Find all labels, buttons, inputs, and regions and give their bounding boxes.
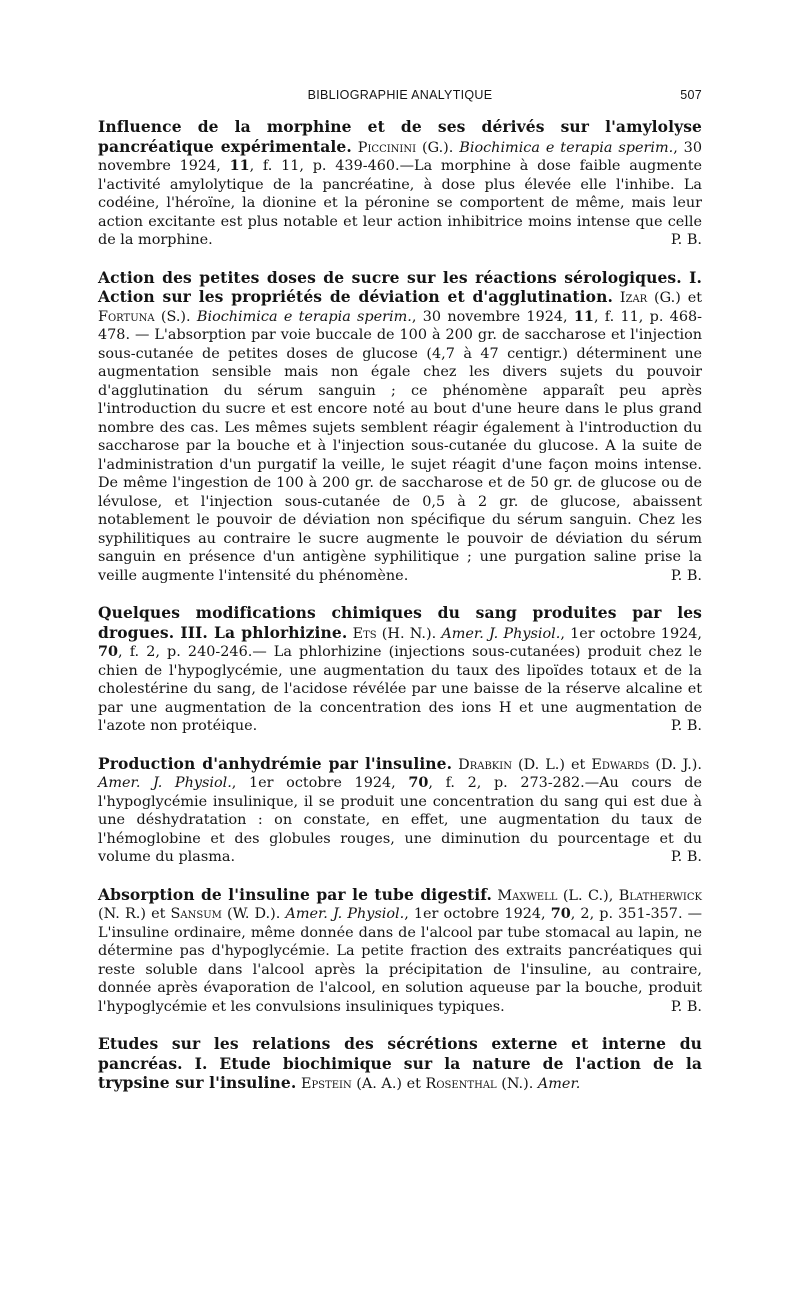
entry-volume: 70 <box>98 643 119 660</box>
entry-authors: Maxwell (L. C.), Blatherwick (N. R.) <box>98 887 702 922</box>
bibliography-entry <box>98 269 702 586</box>
bibliography-entry <box>98 886 702 1017</box>
entry-title: Production d'anhydrémie par l'insuline. <box>98 753 453 773</box>
page-number: 507 <box>680 88 702 102</box>
entry-title: Action des petites doses de sucre sur les réactions sérologiques. I. Action sur les propriétés de déviation et d'agglutination. <box>98 267 702 306</box>
entry-title: Influence de la morphine et de ses dérivés sur l'amylolyse pancréatique expérimentale. <box>98 117 702 156</box>
entry-authors-2: Rosenthal (N.). <box>425 1076 534 1092</box>
entry-author-connector: et <box>571 756 586 773</box>
entry-body: —Au cours de l'hypoglycémie insulinique, il se produit une concentration du sang qui est due à une déshydratation : on constate, en effet, une augmentation du taux de l'hémoglobine et des globules rouges, une diminution du pourcentage et du volume du plasma. <box>98 775 703 865</box>
bibliography-entry <box>98 604 702 736</box>
entry-body: — L'insuline ordinaire, même donnée dans de l'alcool par tube stomacal au lapin, ne détermine pas d'hypoglycémie. La petite fraction des extraits pancréatiques qui reste soluble dans l'alcool après la précipitation de l'insuline, au contraire, donnée après évaporation de l'alcool, en solution aqueuse par la bouche, produit l'hypoglycémie et les convulsions insuliniques typiques. <box>98 906 703 1015</box>
entry-title: Quelques modifications chimiques du sang produites par les drogues. III. La phlorhizine. <box>98 603 702 642</box>
entry-journal: Amer. J. Physiol. <box>98 775 232 791</box>
entry-reference: , 1er octobre 1924, <box>560 625 702 642</box>
entry-journal: Amer. J. Physiol. <box>285 906 405 922</box>
entry-journal: Amer. J. Physiol. <box>441 625 561 642</box>
entry-authors: Izar (G.) <box>619 290 681 306</box>
entry-reference: , 30 novembre 1924, <box>411 308 568 325</box>
entry-reference: , 30 novembre 1924, <box>98 139 702 174</box>
entry-authors: Drabkin (D. L.) <box>458 756 565 773</box>
entry-author-connector: et <box>406 1076 421 1092</box>
entry-reference-pages: , 2, p. 351-357. <box>570 906 683 922</box>
entry-title: Absorption de l'insuline par le tube digestif. <box>98 884 492 904</box>
bibliography-entry <box>98 118 702 250</box>
entry-reference-pages: , f. 11, p. 439-460. <box>249 158 400 174</box>
entry-volume: 70 <box>550 905 571 922</box>
entry-signature: P. B. <box>670 718 702 734</box>
entry-reference: , 1er octobre 1924, <box>404 906 546 922</box>
running-head <box>98 86 702 108</box>
entry-signature: P. B. <box>670 232 702 248</box>
entry-volume: 11 <box>573 307 594 325</box>
entry-author-connector: et <box>687 290 703 306</box>
entry-reference: , 1er octobre 1924, <box>231 775 396 791</box>
entry-authors-2: Fortuna (S.). <box>98 308 191 325</box>
entry-signature: P. B. <box>670 849 702 865</box>
entry-journal: Amer. <box>537 1076 581 1092</box>
entry-reference-pages: , f. 11, p. 468-478. <box>98 308 703 343</box>
entry-journal: Biochimica e terapia sperim. <box>459 139 674 156</box>
entry-authors-2: Sansum (W. D.). <box>170 906 281 922</box>
page <box>98 86 702 1113</box>
entry-authors-2: Edwards (D. J.). <box>591 756 702 773</box>
entry-reference-pages: , f. 2, p. 273-282. <box>428 775 585 791</box>
entry-authors: Piccinini (G.). <box>357 139 454 156</box>
entry-signature: P. B. <box>670 567 702 584</box>
entry-volume: 11 <box>229 157 250 174</box>
entry-volume: 70 <box>408 774 429 791</box>
bibliography-entry <box>98 755 702 867</box>
entry-journal: Biochimica e terapia sperim. <box>196 308 412 325</box>
bibliography-entry <box>98 1035 702 1094</box>
entry-body: —La morphine à dose faible augmente l'activité amylolytique de la pancréatine, à dose plus élevée elle l'inhibe. La codéine, l'héroïne, la dionine et la péronine se comportent de même, mais leur action excitante est plus notable et leur action inhibitrice moins intense que celle de la morphine. <box>98 158 702 248</box>
entry-signature: P. B. <box>670 998 702 1015</box>
entry-body: — L'absorption par voie buccale de 100 à 200 gr. de saccharose et l'injection sous-cutanée de petites doses de glucose (4,7 à 47 centigr.) déterminent une augmentation sensible mais non égale chez les divers sujets du pouvoir d'agglutination du sérum sanguin ; ce phénomène apparaît peu après l'introduction du sucre et est encore noté au bout d'une heure dans le plus grand nombre des cas. Les mêmes sujets semblent réagir également à l'introduction du saccharose par la bouche et à l'injection sous-cutanée du glucose. A la suite de l'administration d'un purgatif la veille, le sujet réagit d'une façon moins intense. De même l'ingestion de 100 à 200 gr. de saccharose et de 50 gr. de glucose ou de lévulose, et l'injection sous-cutanée de 0,5 à 2 gr. de glucose, abaissent notablement le pouvoir de déviation non spécifique du sérum sanguin. Chez les syphilitiques au contraire le sucre augmente le pouvoir de déviation du sérum sanguin en présence d'un antigène syphilitique ; une purgation saline prise la veille augmente l'intensité du phénomène. <box>98 327 703 584</box>
entry-title: Etudes sur les relations des sécrétions externe et interne du pancréas. I. Etude biochimique sur la nature de l'action de la trypsine sur l'insuline. <box>98 1034 702 1092</box>
entry-body: — La phlorhizine (injections sous-cutanées) produit chez le chien de l'hypoglycémie, une augmentation du taux des lipoïdes totaux et de la cholestérine du sang, de l'acidose révélée par une baisse de la réserve alcaline et par une augmentation de la concentration des ions H et une augmentation de l'azote non protéique. <box>98 644 702 734</box>
entry-reference-pages: , f. 2, p. 240-246. <box>118 644 253 660</box>
entry-author-connector: et <box>151 906 166 922</box>
running-title: BIBLIOGRAPHIE ANALYTIQUE <box>307 88 493 102</box>
entry-authors: Ets (H. N.). <box>352 625 437 642</box>
entry-authors: Epstein (A. A.) <box>300 1076 403 1092</box>
